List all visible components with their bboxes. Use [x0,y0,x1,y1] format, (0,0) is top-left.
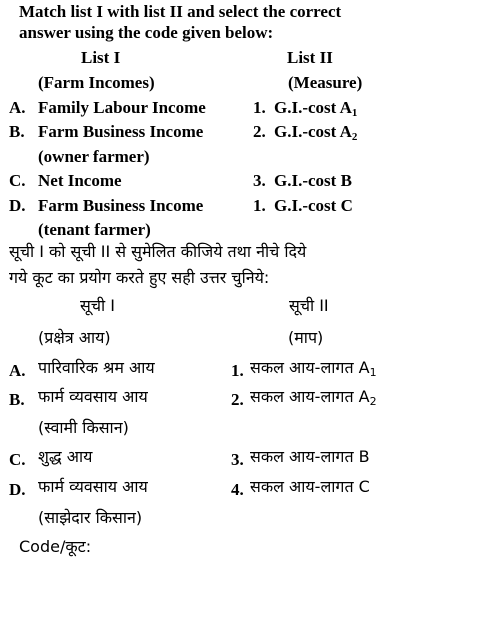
row-letter: D. [9,480,26,499]
list2-measure: G.I.-cost $A_1$ [274,98,358,119]
code-label: Code/कूट: [19,537,92,556]
list1-item-continuation: (tenant farmer) [38,220,151,239]
question-text-en-line2: answer using the code given below: [19,23,274,42]
list2-measure: सकल आय-लागत $A_1$ [250,358,377,379]
list1-item: शुद्ध आय [38,447,93,466]
list2-heading-en: List II [287,48,333,67]
question-text-hi-line1: सूची I को सूची II से सुमेलित कीजिये तथा नीचे दिये [9,242,307,261]
list2-measure: G.I.-cost B [274,171,352,190]
list2-number: 2. [231,390,244,409]
row-letter: B. [9,390,25,409]
list2-number: 3. [231,450,244,469]
list2-measure: G.I.-cost C [274,196,353,215]
list1-item-continuation: (owner farmer) [38,147,150,166]
list1-item-continuation: (स्वामी किसान) [38,418,129,437]
list2-number: 4. [231,480,244,499]
question-text-en-line1: Match list I with list II and select the correct [19,2,342,21]
row-letter: B. [9,122,25,141]
row-letter: A. [9,98,26,117]
list2-subheading-en: (Measure) [288,73,363,92]
list2-measure: सकल आय-लागत C [250,477,370,496]
list1-subheading-en: (Farm Incomes) [38,73,155,92]
list2-measure: G.I.-cost $A_2$ [274,122,358,143]
list1-item: Farm Business Income [38,122,204,141]
list2-number: 1. [253,196,266,215]
list2-measure: सकल आय-लागत $A_2$ [250,387,377,408]
list2-heading-hi: सूची II [289,296,329,315]
list1-item: Farm Business Income [38,196,204,215]
list2-number: 1. [253,98,266,117]
list1-item: Net Income [38,171,122,190]
list1-item: फार्म व्यवसाय आय [38,387,148,406]
list2-number: 1. [231,361,244,380]
question-text-hi-line2: गये कूट का प्रयोग करते हुए सही उत्तर चुनिये: [9,268,270,287]
row-letter: C. [9,171,26,190]
list2-subheading-hi: (माप) [288,328,324,347]
row-letter: C. [9,450,26,469]
list1-item: फार्म व्यवसाय आय [38,477,148,496]
list1-item: पारिवारिक श्रम आय [38,358,155,377]
list2-number: 2. [253,122,266,141]
list1-heading-en: List I [81,48,121,67]
list2-measure: सकल आय-लागत B [250,447,370,466]
row-letter: A. [9,361,26,380]
list2-number: 3. [253,171,266,190]
row-letter: D. [9,196,26,215]
list1-heading-hi: सूची I [80,296,115,315]
list1-subheading-hi: (प्रक्षेत्र आय) [38,328,111,347]
list1-item: Family Labour Income [38,98,206,117]
list1-item-continuation: (साझेदार किसान) [38,508,143,527]
